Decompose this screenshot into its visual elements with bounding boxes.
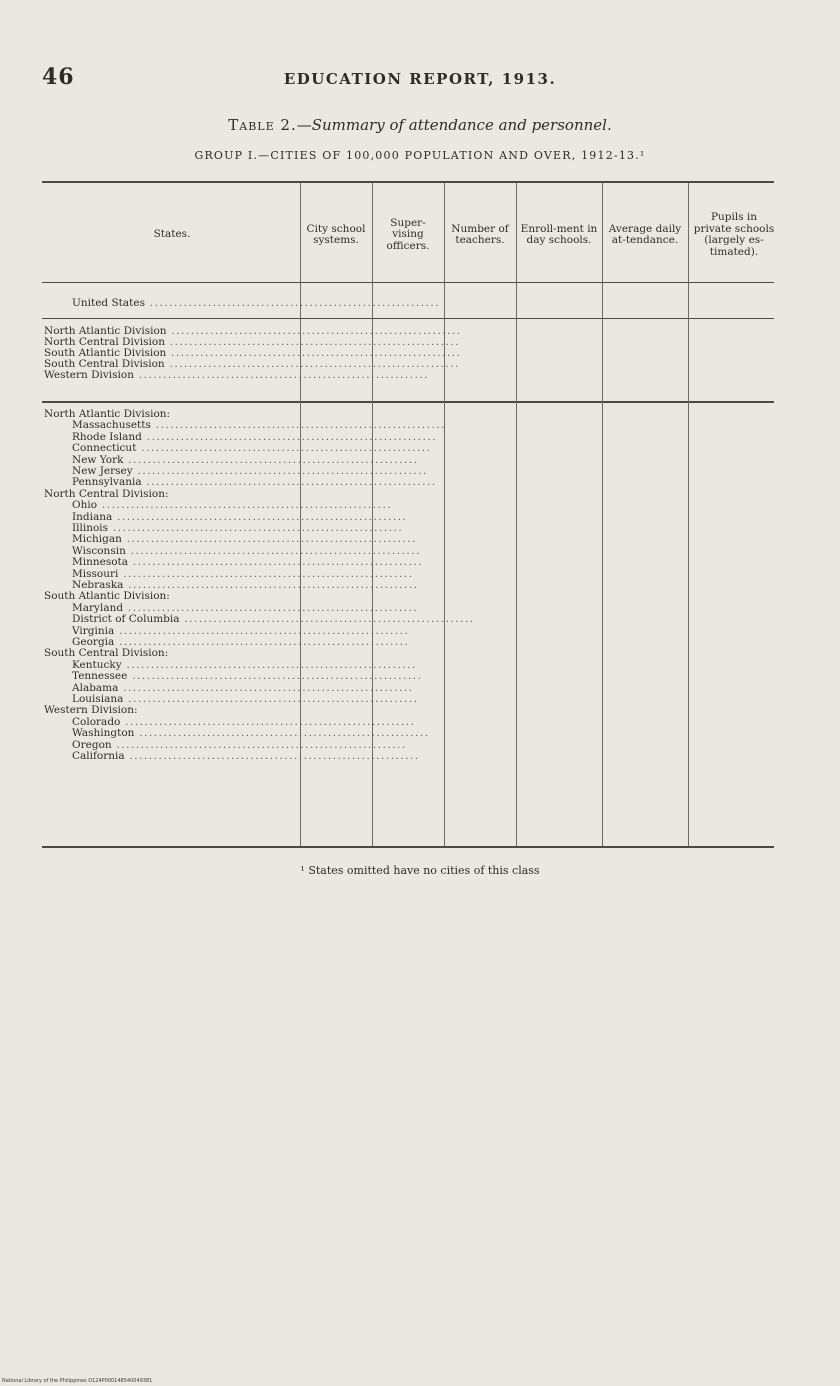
state-name: California ............................................................ bbox=[72, 750, 420, 762]
section-heading: South Atlantic Division: bbox=[44, 590, 170, 603]
footnote: ¹ States omitted have no cities of this class bbox=[300, 864, 540, 877]
page-number: 46 bbox=[42, 64, 75, 90]
column-divider bbox=[688, 183, 689, 846]
state-name-text: District of Columbia bbox=[72, 613, 180, 625]
state-name: Michigan ............................................................ bbox=[72, 533, 417, 545]
state-name: Wisconsin ............................................................ bbox=[72, 545, 421, 557]
state-name-text: Washington bbox=[72, 727, 135, 739]
column-header-systems: City school systems. bbox=[306, 222, 366, 246]
state-name: South Atlantic Division ............................................................ bbox=[44, 347, 462, 359]
state-name-text: New York bbox=[72, 454, 124, 466]
running-head: EDUCATION REPORT, 1913. bbox=[283, 70, 557, 88]
imprint: National Library of the Philippines D124P000148540049381 bbox=[2, 1378, 153, 1384]
column-header-private: Pupils in private schools (largely es-timated). bbox=[693, 211, 775, 258]
state-name-text: Kentucky bbox=[72, 659, 122, 671]
state-name: North Atlantic Division ............................................................ bbox=[44, 325, 462, 337]
state-name-text: Rhode Island bbox=[72, 431, 142, 443]
state-name: Massachusetts ............................................................ bbox=[72, 419, 446, 431]
header-rule bbox=[42, 282, 774, 283]
state-name: New Jersey ............................................................ bbox=[72, 465, 428, 477]
state-name-text: South Atlantic Division bbox=[44, 347, 167, 359]
state-name: Maryland ............................................................ bbox=[72, 602, 419, 614]
state-name-text: North Central Division bbox=[44, 336, 165, 348]
section-heading: Western Division: bbox=[44, 704, 138, 717]
state-name-text: Oregon bbox=[72, 739, 112, 751]
column-header-enrollment: Enroll-ment in day schools. bbox=[520, 222, 598, 246]
state-name: Western Division ............................................................ bbox=[44, 369, 430, 381]
state-name-text: Pennsylvania bbox=[72, 476, 142, 488]
state-name: Nebraska ............................................................ bbox=[72, 579, 419, 591]
state-name: Missouri ............................................................ bbox=[72, 568, 414, 580]
state-name: Kentucky ............................................................ bbox=[72, 659, 417, 671]
state-name: Georgia ............................................................ bbox=[72, 636, 410, 648]
state-name-text: Virginia bbox=[72, 625, 115, 637]
state-name-text: Alabama bbox=[72, 682, 119, 694]
table-title-text: —Summary of attendance and personnel. bbox=[296, 116, 612, 134]
state-name-text: Colorado bbox=[72, 716, 121, 728]
state-name: Oregon ............................................................ bbox=[72, 739, 407, 751]
bottom-rule bbox=[42, 846, 774, 848]
state-name-text: South Central Division bbox=[44, 358, 165, 370]
state-name: Tennessee ............................................................ bbox=[72, 670, 423, 682]
state-name: Louisiana ............................................................ bbox=[72, 693, 419, 705]
section-heading: North Atlantic Division: bbox=[44, 408, 171, 420]
state-name-text: Ohio bbox=[72, 499, 98, 511]
state-name-text: Connecticut bbox=[72, 442, 137, 454]
state-name: Connecticut ............................................................ bbox=[72, 442, 432, 454]
total-rule bbox=[42, 318, 774, 319]
state-name-text: Nebraska bbox=[72, 579, 124, 591]
state-name-text: North Atlantic Division bbox=[44, 325, 167, 337]
table-title bbox=[0, 116, 840, 134]
state-name-text: Wisconsin bbox=[72, 545, 126, 557]
state-name-text: Indiana bbox=[72, 511, 113, 523]
state-name: Rhode Island ............................................................ bbox=[72, 431, 438, 443]
state-name: District of Columbia ............................................................ bbox=[72, 613, 475, 625]
state-name: Ohio ............................................................ bbox=[72, 499, 393, 511]
table-label: Table 2. bbox=[228, 116, 297, 134]
state-name-text: Illinois bbox=[72, 522, 109, 534]
column-header-supervising: Super-vising officers. bbox=[386, 216, 430, 252]
state-name: New York ............................................................ bbox=[72, 454, 419, 466]
divisions-rule bbox=[42, 401, 774, 403]
state-name-text: New Jersey bbox=[72, 465, 133, 477]
state-name: Illinois ............................................................ bbox=[72, 522, 404, 534]
state-name-text: Louisiana bbox=[72, 693, 124, 705]
column-divider bbox=[444, 183, 445, 846]
top-rule bbox=[42, 181, 774, 183]
state-name: Virginia ............................................................ bbox=[72, 625, 410, 637]
state-name: Alabama ............................................................ bbox=[72, 682, 414, 694]
state-name: Pennsylvania ............................................................ bbox=[72, 476, 437, 488]
state-name-text: Michigan bbox=[72, 533, 122, 545]
state-name-text: Georgia bbox=[72, 636, 115, 648]
state-name-text: United States bbox=[72, 297, 145, 309]
column-header-states: States. bbox=[153, 228, 191, 241]
group-heading: GROUP I.—CITIES OF 100,000 POPULATION AND OVER, 1912-13.¹ bbox=[194, 149, 646, 162]
state-name: Washington ............................................................ bbox=[72, 727, 430, 739]
state-name-text: Missouri bbox=[72, 568, 119, 580]
state-name-text: Tennessee bbox=[72, 670, 128, 682]
column-header-teachers: Number of teachers. bbox=[451, 222, 509, 246]
state-name: North Central Division ............................................................ bbox=[44, 336, 461, 348]
column-divider bbox=[602, 183, 603, 846]
state-name-text: Massachusetts bbox=[72, 419, 151, 431]
state-name: Indiana ............................................................ bbox=[72, 511, 408, 523]
column-header-attendance: Average daily at-tendance. bbox=[608, 222, 682, 246]
state-name: Colorado ............................................................ bbox=[72, 716, 416, 728]
section-heading: South Central Division: bbox=[44, 647, 169, 660]
state-name: Minnesota ............................................................ bbox=[72, 556, 424, 568]
column-divider bbox=[516, 183, 517, 846]
state-name-text: Minnesota bbox=[72, 556, 129, 568]
state-name-text: Maryland bbox=[72, 602, 124, 614]
state-name: United States ............................................................ bbox=[72, 297, 441, 309]
state-name: South Central Division ............................................................ bbox=[44, 358, 460, 370]
section-heading: North Central Division: bbox=[44, 487, 169, 500]
state-name-text: California bbox=[72, 750, 125, 762]
state-name-text: Western Division bbox=[44, 369, 134, 381]
